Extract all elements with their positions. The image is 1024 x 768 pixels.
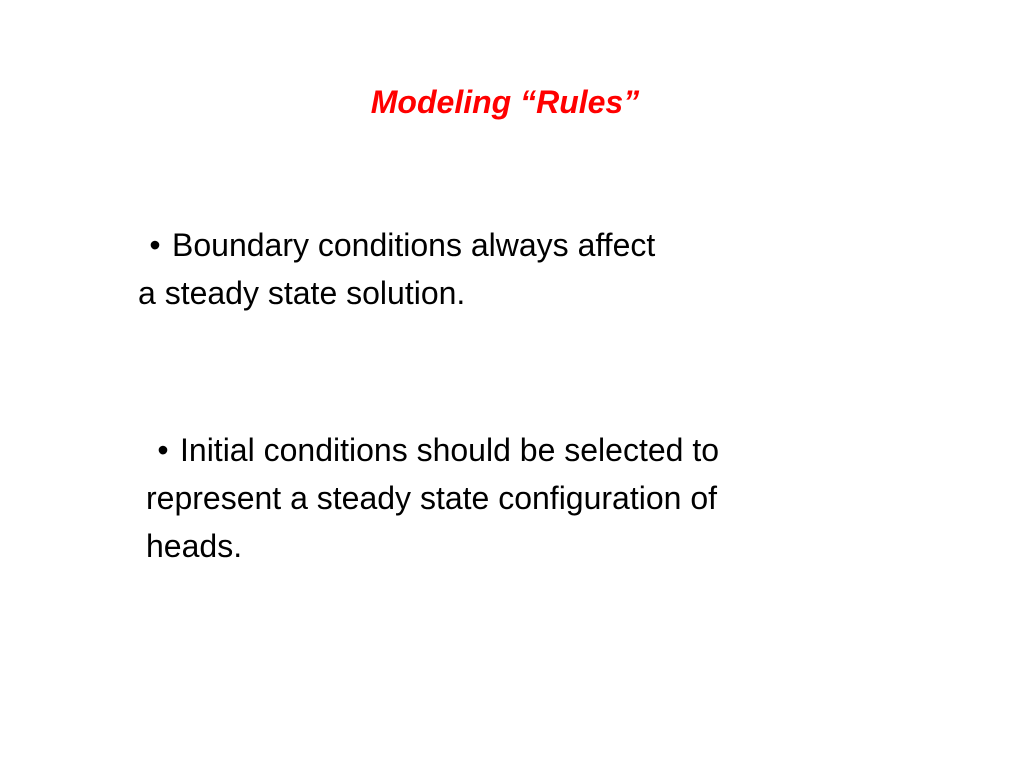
bullet-line: a steady state solution. (138, 275, 466, 311)
bullet-text: Initial conditions should be selected to (180, 432, 720, 468)
slide-title: Modeling “Rules” (370, 84, 640, 120)
bullet-marker: • (149, 227, 161, 263)
bullet-marker: • (157, 432, 169, 468)
bullet-item-initial-conditions (146, 426, 886, 570)
bullet-line: heads. (146, 528, 243, 564)
bullet-text: Boundary conditions always affect (172, 227, 656, 263)
bullet-line: represent a steady state configuration of (146, 480, 718, 516)
bullet-line (138, 221, 838, 269)
bullet-item-boundary-conditions (138, 221, 838, 317)
bullet-line (146, 426, 886, 474)
